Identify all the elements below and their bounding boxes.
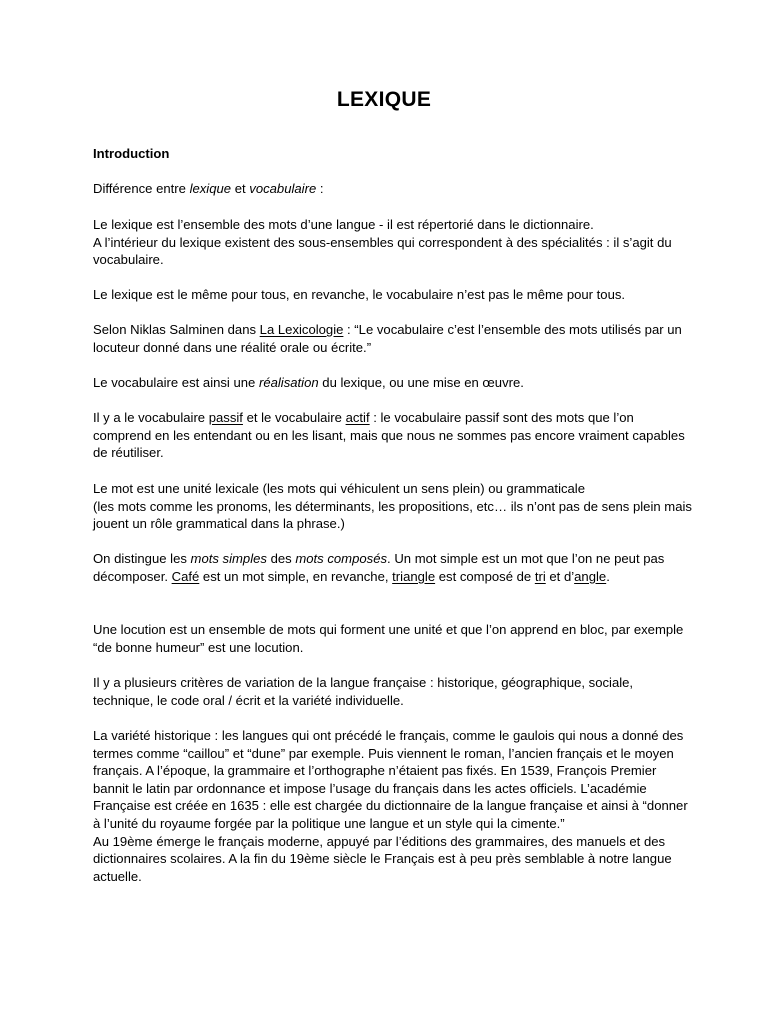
text-run: Le vocabulaire est ainsi une [93,375,259,390]
text-run: . [606,568,610,584]
text-run: et [231,181,250,196]
text-run: A l’intérieur du lexique existent des sous-ensembles qui correspondent à des spécialités : il s’agit du vocabulaire. [93,234,672,268]
text-run: Le lexique est l’ensemble des mots d’une langue - il est répertorié dans le dictionnaire. [93,217,594,232]
underlined-title-la-lexicologie: La Lexicologie [259,322,344,337]
text-run: : “Le vocabulaire c’est l’ensemble des mots utilisés par un locuteur donné dans une réalité orale ou écrite.” [93,322,682,355]
text-run: est un mot simple, en revanche, [199,568,393,584]
text-run: Il y a le vocabulaire [93,410,209,425]
text-run: et d’ [545,568,575,584]
text-run: et le vocabulaire [242,410,346,425]
italic-term-mots-simples: mots simples [190,551,267,566]
section-heading-introduction: Introduction [93,146,170,161]
text-run: . Un mot simple est un mot que l’on ne peut pas décomposer. [93,551,665,584]
text-run: Selon Niklas Salminen dans [93,322,260,337]
text-run: Au 19ème émerge le français moderne, appuyé par l’éditions des grammaires, des manuels et des dictionnaires scolaires. A la fin du 19ème siècle le Français est à peu près semblable à notre langue actuelle. [93,833,672,884]
paragraph-criteres-variation: Il y a plusieurs critères de variation de la langue française : historique, géographique, sociale, technique, le code oral / écrit et la variété individuelle. [93,675,634,708]
text-run: : [316,181,324,196]
text-run: : le vocabulaire passif sont des mots que l’on comprend en les entendant ou en les lisant, mais que nous ne sommes pas encore vraiment capables de réutiliser. [93,410,685,461]
underlined-word-cafe: Café [171,568,200,584]
text-run: (les mots comme les pronoms, les déterminants, les propositions, etc… ils n’ont pas de sens plein mais jouent un rôle grammatical dans la phrase.) [93,498,692,532]
underlined-word-tri: tri [534,568,546,584]
underlined-term-passif: passif [208,410,243,425]
text-run: La variété historique : les langues qui ont précédé le français, comme le gaulois qui nous a donné des termes comme “caillou” et “dune” par exemple. Puis viennent le roman, l’ancien français et le moyen français. A l’époque, la grammaire et l’orthographe n’étaient pas fixés. En 1539, François Premier bannit le latin par ordonnance et impose l’usage du français dans les actes officiels. L’académie Française est créée en 1635 : elle est chargée du dictionnaire de la langue française et ainsi à “donner à l’unité du royaume forgée par la politique une langue et un style qui la cimente.” [93,728,688,831]
paragraph-realisation [93,374,693,392]
text-run: des [266,551,296,566]
paragraph-unite-lexicale [93,480,693,533]
paragraph-meme-pour-tous: Le lexique est le même pour tous, en revanche, le vocabulaire n’est pas le même pour tous. [93,287,626,302]
text-run: Différence entre [93,181,190,196]
text-run: Le mot est une unité lexicale (les mots qui véhiculent un sens plein) ou grammaticale [93,481,586,496]
italic-term-realisation: réalisation [258,375,319,390]
paragraph-mots-simples-composes [93,550,693,585]
paragraph-lexique-definition [93,216,693,269]
italic-term-mots-composes: mots composés [295,551,388,566]
paragraph-salminen-quote [93,321,693,356]
text-run: On distingue les [93,551,191,566]
text-run: est composé de [435,568,535,584]
document-title: LEXIQUE [336,88,432,111]
paragraph-passif-actif [93,409,693,462]
underlined-word-triangle: triangle [392,568,436,584]
underlined-term-actif: actif [345,410,370,425]
paragraph-locution: Une locution est un ensemble de mots qui forment une unité et que l’on apprend en bloc, par exemple “de bonne humeur” est une locution. [93,622,684,655]
paragraph-difference [93,180,693,198]
text-run: du lexique, ou une mise en œuvre. [318,375,524,390]
italic-term-lexique: lexique [189,181,232,196]
underlined-word-angle: angle [574,568,607,584]
paragraph-variete-historique [93,727,693,885]
italic-term-vocabulaire: vocabulaire [249,181,317,196]
